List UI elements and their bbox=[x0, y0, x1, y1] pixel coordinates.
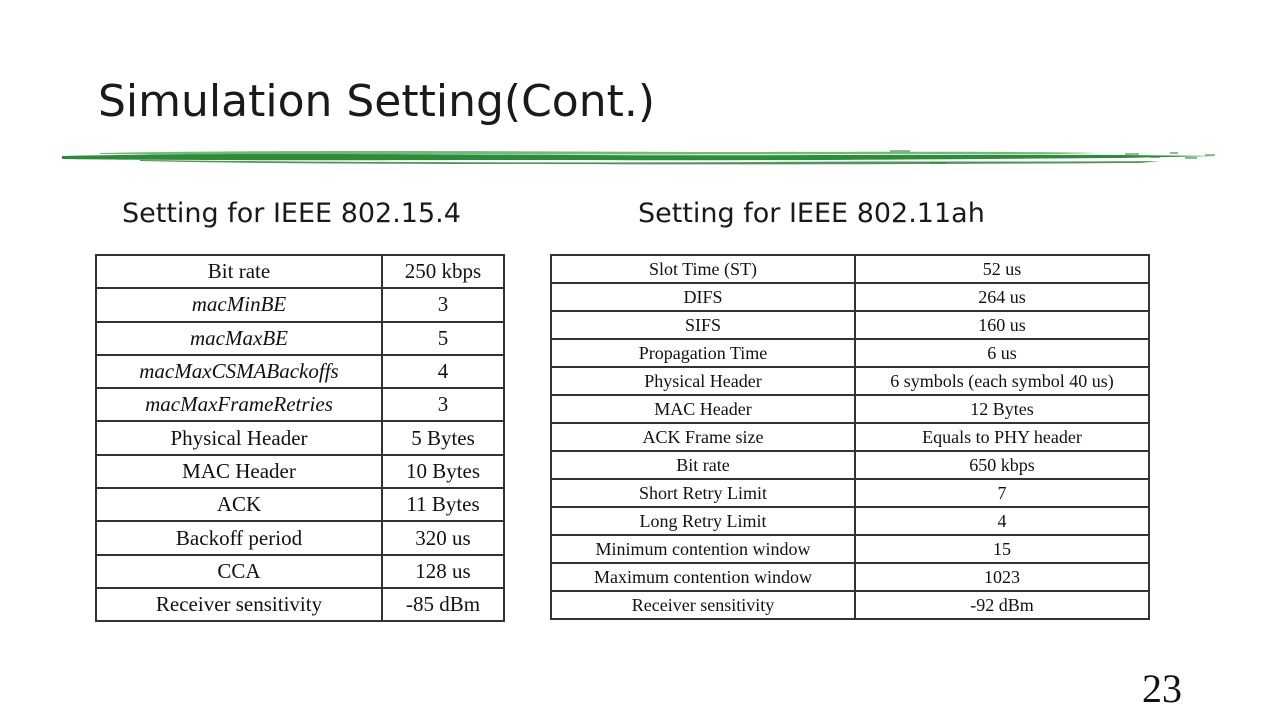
value-cell: 7 bbox=[855, 479, 1149, 507]
table-row bbox=[551, 451, 1149, 479]
value-cell: 264 us bbox=[855, 283, 1149, 311]
table-row bbox=[551, 535, 1149, 563]
value-cell: -92 dBm bbox=[855, 591, 1149, 619]
value-cell: 6 symbols (each symbol 40 us) bbox=[855, 367, 1149, 395]
param-cell: SIFS bbox=[551, 311, 855, 339]
value-cell: 4 bbox=[855, 507, 1149, 535]
value-cell: 12 Bytes bbox=[855, 395, 1149, 423]
table-row bbox=[551, 507, 1149, 535]
value-cell: 650 kbps bbox=[855, 451, 1149, 479]
table-row bbox=[96, 388, 504, 421]
ieee-802-11ah-table bbox=[550, 254, 1150, 620]
value-cell: 6 us bbox=[855, 339, 1149, 367]
table-row bbox=[551, 423, 1149, 451]
table-row bbox=[96, 288, 504, 321]
table-row bbox=[96, 488, 504, 521]
param-cell: Minimum contention window bbox=[551, 535, 855, 563]
green-brush-divider bbox=[60, 144, 1220, 170]
ieee-802-15-4-heading: Setting for IEEE 802.15.4 bbox=[122, 198, 461, 229]
page-number: 23 bbox=[1142, 666, 1182, 711]
value-cell: 128 us bbox=[382, 555, 504, 588]
table-row bbox=[551, 591, 1149, 619]
value-cell: 4 bbox=[382, 355, 504, 388]
param-cell: Receiver sensitivity bbox=[96, 588, 382, 621]
param-cell: macMaxFrameRetries bbox=[96, 388, 382, 421]
value-cell: Equals to PHY header bbox=[855, 423, 1149, 451]
table-row bbox=[96, 455, 504, 488]
param-cell: Backoff period bbox=[96, 521, 382, 554]
value-cell: 250 kbps bbox=[382, 255, 504, 288]
value-cell: 1023 bbox=[855, 563, 1149, 591]
param-cell: DIFS bbox=[551, 283, 855, 311]
param-cell: Receiver sensitivity bbox=[551, 591, 855, 619]
table-row bbox=[96, 421, 504, 454]
value-cell: 52 us bbox=[855, 255, 1149, 283]
param-cell: Slot Time (ST) bbox=[551, 255, 855, 283]
param-cell: Short Retry Limit bbox=[551, 479, 855, 507]
value-cell: 3 bbox=[382, 288, 504, 321]
value-cell: 5 Bytes bbox=[382, 421, 504, 454]
table-row bbox=[551, 339, 1149, 367]
value-cell: 5 bbox=[382, 322, 504, 355]
value-cell: 11 Bytes bbox=[382, 488, 504, 521]
value-cell: 3 bbox=[382, 388, 504, 421]
slide-title: Simulation Setting(Cont.) bbox=[98, 76, 656, 127]
param-cell: macMaxCSMABackoffs bbox=[96, 355, 382, 388]
param-cell: Bit rate bbox=[551, 451, 855, 479]
value-cell: 10 Bytes bbox=[382, 455, 504, 488]
value-cell: 160 us bbox=[855, 311, 1149, 339]
table-row bbox=[96, 588, 504, 621]
value-cell: -85 dBm bbox=[382, 588, 504, 621]
param-cell: MAC Header bbox=[96, 455, 382, 488]
table-row bbox=[551, 367, 1149, 395]
table-row bbox=[551, 283, 1149, 311]
param-cell: macMaxBE bbox=[96, 322, 382, 355]
table-row bbox=[551, 563, 1149, 591]
table-row bbox=[551, 311, 1149, 339]
param-cell: ACK Frame size bbox=[551, 423, 855, 451]
param-cell: Propagation Time bbox=[551, 339, 855, 367]
param-cell: Maximum contention window bbox=[551, 563, 855, 591]
param-cell: macMinBE bbox=[96, 288, 382, 321]
value-cell: 320 us bbox=[382, 521, 504, 554]
table-row bbox=[96, 322, 504, 355]
table-row bbox=[96, 521, 504, 554]
ieee-802-15-4-table bbox=[95, 254, 505, 622]
table-row bbox=[551, 255, 1149, 283]
param-cell: Bit rate bbox=[96, 255, 382, 288]
param-cell: ACK bbox=[96, 488, 382, 521]
table-row bbox=[96, 255, 504, 288]
value-cell: 15 bbox=[855, 535, 1149, 563]
param-cell: CCA bbox=[96, 555, 382, 588]
table-row bbox=[551, 479, 1149, 507]
param-cell: Physical Header bbox=[96, 421, 382, 454]
ieee-802-11ah-heading: Setting for IEEE 802.11ah bbox=[638, 198, 985, 229]
table-row bbox=[551, 395, 1149, 423]
table-row bbox=[96, 555, 504, 588]
param-cell: Physical Header bbox=[551, 367, 855, 395]
param-cell: MAC Header bbox=[551, 395, 855, 423]
param-cell: Long Retry Limit bbox=[551, 507, 855, 535]
table-row bbox=[96, 355, 504, 388]
